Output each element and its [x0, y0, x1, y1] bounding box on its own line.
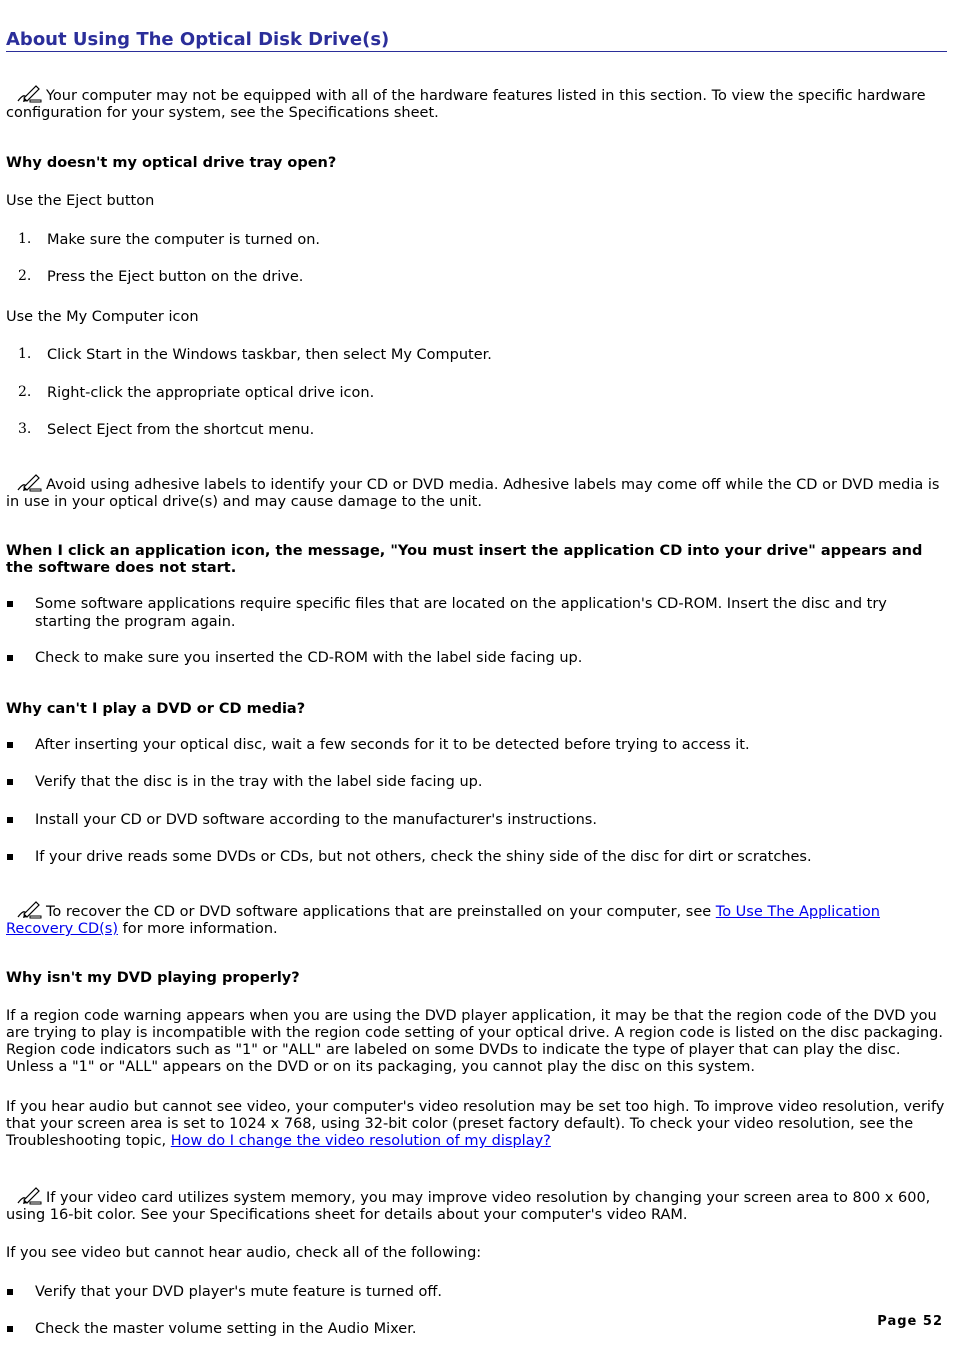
subheading: Use the Eject button [6, 193, 155, 209]
section-heading: Why can't I play a DVD or CD media? [6, 701, 306, 717]
bullet-marker [7, 817, 13, 823]
note-recovery [6, 901, 946, 938]
step-text: Select Eject from the shortcut menu. [47, 422, 315, 438]
step-number: 1. [18, 231, 32, 247]
list-item: Check to make sure you inserted the CD-ROM with the label side facing up. [35, 650, 583, 666]
list-item: Verify that the disc is in the tray with the label side facing up. [35, 774, 483, 790]
note-labels [6, 474, 946, 511]
recovery-cd-link[interactable]: To Use The Application Recovery CD(s) [6, 904, 880, 937]
step-text: Click Start in the Windows taskbar, then select My Computer. [47, 347, 492, 363]
subheading: Use the My Computer icon [6, 309, 199, 325]
section-heading: When I click an application icon, the message, "You must insert the application CD into your drive" appears and the software does not start. [6, 543, 923, 576]
page-number: Page 52 [877, 1314, 943, 1329]
list-item: Install your CD or DVD software according to the manufacturer's instructions. [35, 812, 597, 828]
note-video-memory [6, 1187, 946, 1224]
note-text: Your computer may not be equipped with all of the hardware features listed in this section. To view the specific hardware configuration for your system, see the Specifications sheet. [6, 88, 926, 121]
list-item: Some software applications require specific files that are located on the application's CD-ROM. Insert the disc and try starting the program again. [35, 596, 887, 630]
step-number: 3. [18, 421, 32, 437]
list-item: Check the master volume setting in the Audio Mixer. [35, 1321, 417, 1337]
note-hardware [6, 85, 946, 122]
bullet-marker [7, 601, 13, 607]
list-item: If your drive reads some DVDs or CDs, but not others, check the shiny side of the disc for dirt or scratches. [35, 849, 812, 865]
step-number: 1. [18, 346, 32, 362]
section-heading: Why doesn't my optical drive tray open? [6, 155, 337, 171]
video-resolution-link[interactable]: How do I change the video resolution of my display? [170, 1133, 551, 1149]
paragraph-video-resolution [6, 1099, 946, 1150]
note-text: If your video card utilizes system memory, you may improve video resolution by changing your screen area to 800 x 600, using 16-bit color. See your Specifications sheet for details about your computer's video RAM. [6, 1190, 931, 1223]
bullet-marker [7, 779, 13, 785]
bullet-marker [7, 854, 13, 860]
step-number: 2. [18, 384, 32, 400]
paragraph-audio: If you see video but cannot hear audio, check all of the following: [6, 1245, 482, 1261]
paragraph-text: If you hear audio but cannot see video, your computer's video resolution may be set too high. To improve video resolution, verify that your screen area is set to 1024 x 768, using 32-bit color (preset factory default). To check your video resolution, see the Troubleshooting topic, [6, 1099, 945, 1149]
page-title: About Using The Optical Disk Drive(s) [6, 29, 947, 52]
note-text: Avoid using adhesive labels to identify your CD or DVD media. Adhesive labels may come off while the CD or DVD media is in use in your optical drive(s) and may cause damage to the unit. [6, 477, 940, 510]
bullet-marker [7, 655, 13, 661]
note-text: To recover the CD or DVD software applications that are preinstalled on your computer, see [46, 904, 712, 920]
step-text: Press the Eject button on the drive. [47, 269, 304, 285]
step-number: 2. [18, 268, 32, 284]
note-pen-icon [16, 1187, 42, 1205]
section-heading: Why isn't my DVD playing properly? [6, 970, 300, 986]
bullet-marker [7, 1289, 13, 1295]
step-text: Make sure the computer is turned on. [47, 232, 321, 248]
note-pen-icon [16, 474, 42, 492]
bullet-marker [7, 742, 13, 748]
note-text-after: for more information. [122, 921, 278, 937]
note-pen-icon [16, 85, 42, 103]
paragraph-region-code: If a region code warning appears when you are using the DVD player application, it may be that the region code of the DVD you are trying to play is incompatible with the region code setting of your optical drive. A region code is listed on the disc packaging. Region code indicators such as "1" or "ALL" are labeled on some DVDs to indicate the type of player that can play the disc. Unless a "1" or "ALL" appears on the DVD or on its packaging, you cannot play the disc on this system. [6, 1008, 943, 1075]
note-pen-icon [16, 901, 42, 919]
list-item: After inserting your optical disc, wait a few seconds for it to be detected before trying to access it. [35, 737, 750, 753]
list-item: Verify that your DVD player's mute feature is turned off. [35, 1284, 443, 1300]
bullet-marker [7, 1326, 13, 1332]
step-text: Right-click the appropriate optical drive icon. [47, 385, 375, 401]
